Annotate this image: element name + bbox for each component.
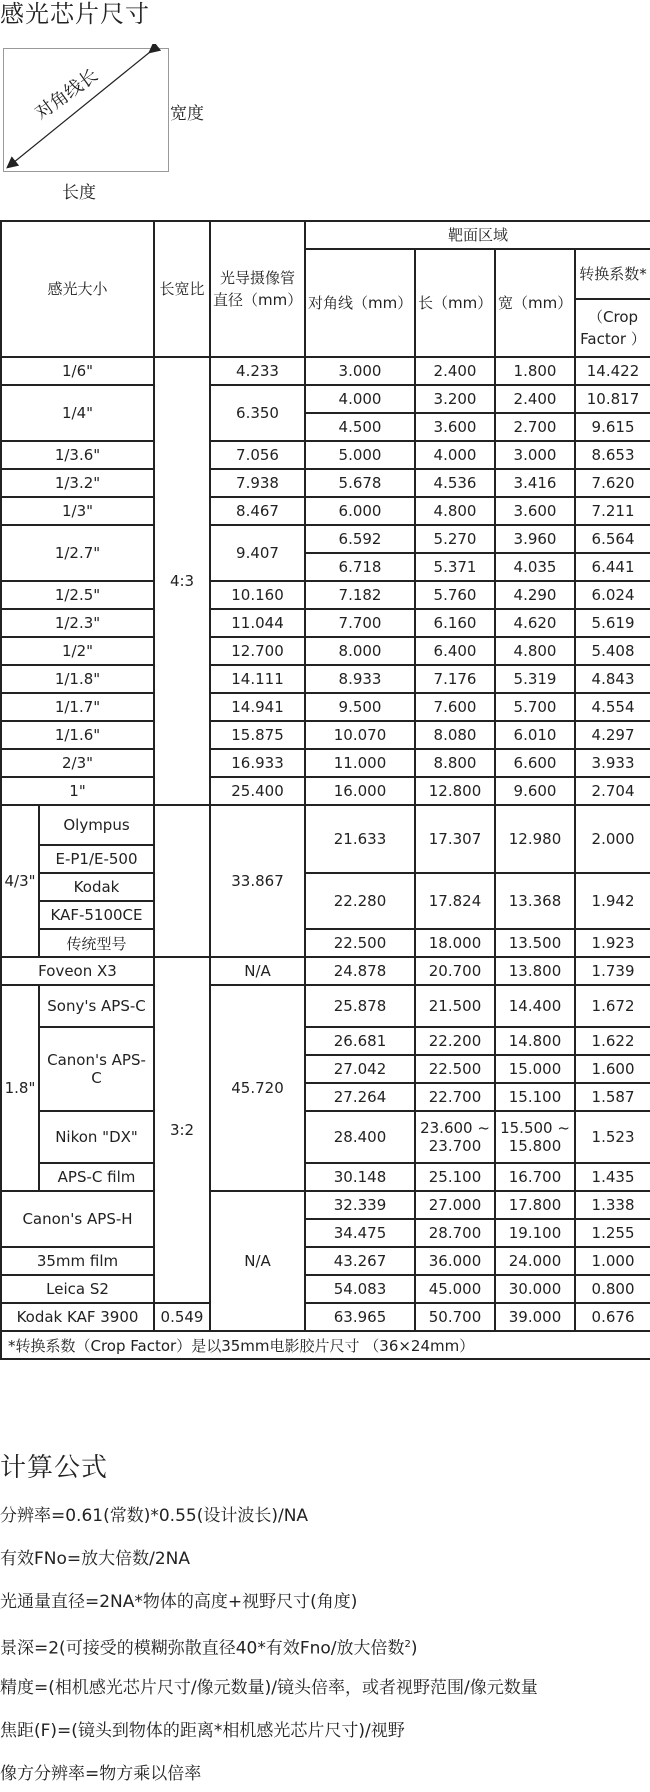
table-row: 1/1.7" 14.941 9.500 7.600 5.700 4.554 (1, 693, 650, 721)
formula-depth-of-field: 景深=2(可接受的模糊弥散直径40*有效Fno/放大倍数$^2$) (0, 1638, 418, 1659)
table-row: 1/3.6" 7.056 5.000 4.000 3.000 8.653 (1, 441, 650, 469)
sensor-size-table: 感光大小 长宽比 光导摄像管直径（mm） 靶面区域 对角线（mm） 长（mm） 宽（mm） 转换系数* （Crop Factor ） 1/6" 4:3 4.233 3.000 2.400 1.800 14.422 1/4" 6.350 4.000 3.200 2.400 10.817 4.500 3.600 2.700 9.615 1/3.6" 7.056 5.000 4.000 3.000 8.653 1/3.2" 7.938 5.678 4.536 3.416 7.620 1/3" 8.467 6.000 4.800 3.600 7.211 1/2.7" 9.407 6.592 5.270 3.960 6.564 6.718 5.371 4.035 6.441 1/2.5" 10.160 7.182 5.760 4.290 6.024 1/2.3" 11.044 7.700 6.160 4.620 5.619 1/2" 12.700 8.000 6.400 4.800 5.408 1/1.8" 14.111 8.933 7.176 5.319 4.843 1/1.7" 14.941 9.500 7.600 5.700 4.554 1/1.6" 15.875 10.070 8.080 6.010 4.297 2/3" 16.933 11.000 8.800 6.600 3.933 1" 25.400 16.000 12.800 9.600 2.704 4/3" Olympus 33.867 21.633 17.307 12.980 2.000 E-P1/E-500 Kodak 22.280 17.824 13.368 1.942 KAF-5100CE 传统型号 22.500 18.000 13.500 1.923 Foveon X3 3:2 N/A 24.878 20.700 13.800 1.739 1.8" Sony's APS-C 45.720 25.878 21.500 14.400 1.672 Canon's APS-C 26.681 22.200 14.800 1.622 27.042 22.500 15.000 1.600 27.264 22.700 15.100 1.587 Nikon "DX" 28.400 23.600 ~ 23.700 15.500 ~ 15.800 1.523 APS-C film 30.148 25.100 16.700 1.435 Canon's APS-H N/A 32.339 27.000 17.800 1.338 34.475 28.700 19.100 1.255 35mm film 43.267 36.000 24.000 1.000 Leica S2 54.083 45.000 30.000 0.800 Kodak KAF 3900 0.549 63.965 50.700 39.000 0.676 *转换系数（Crop Factor）是以35mm电影胶片尺寸 （36×24mm） (0, 220, 650, 1360)
formula-effective-fno: 有效FNo=放大倍数/2NA (0, 1549, 191, 1569)
formula-image-resolution: 像方分辨率=物方乘以倍率 (0, 1764, 202, 1784)
footnote: *转换系数（Crop Factor）是以35mm电影胶片尺寸 （36×24mm） (1, 1331, 650, 1359)
aps-label: 1.8" (1, 985, 39, 1191)
aspect-4-3: 4:3 (154, 357, 210, 805)
table-row: 1/1.8" 14.111 8.933 7.176 5.319 4.843 (1, 665, 650, 693)
aspect-3-2: 3:2 (154, 957, 210, 1303)
diagonal-arrow-icon (0, 44, 240, 204)
table-row: KAF-5100CE (1, 901, 650, 929)
table-row: Canon's APS-H N/A 32.339 27.000 17.800 1.338 (1, 1191, 650, 1219)
table-row: Kodak 22.280 17.824 13.368 1.942 (1, 873, 650, 901)
table-row: Kodak KAF 3900 0.549 63.965 50.700 39.000 0.676 (1, 1303, 650, 1331)
table-row: Foveon X3 3:2 N/A 24.878 20.700 13.800 1.739 (1, 957, 650, 985)
table-row: APS-C film 30.148 25.100 16.700 1.435 (1, 1163, 650, 1191)
table-row: 6.718 5.371 4.035 6.441 (1, 553, 650, 581)
table-row: 4.500 3.600 2.700 9.615 (1, 413, 650, 441)
header-width: 宽（mm） (495, 249, 575, 357)
table-row: 1/4" 6.350 4.000 3.200 2.400 10.817 (1, 385, 650, 413)
table-row: 27.042 22.500 15.000 1.600 (1, 1055, 650, 1083)
width-label: 宽度 (170, 104, 204, 124)
table-row: 1/6" 4:3 4.233 3.000 2.400 1.800 14.422 (1, 357, 650, 385)
table-row: 34.475 28.700 19.100 1.255 (1, 1219, 650, 1247)
table-row: 1/3" 8.467 6.000 4.800 3.600 7.211 (1, 497, 650, 525)
formula-precision: 精度=(相机感光芯片尺寸/像元数量)/镜头倍率，或者视野范围/像元数量 (0, 1678, 538, 1698)
table-row: 1/3.2" 7.938 5.678 4.536 3.416 7.620 (1, 469, 650, 497)
header-diagonal: 对角线（mm） (305, 249, 415, 357)
formula-resolution: 分辨率=0.61(常数)*0.55(设计波长)/NA (0, 1506, 309, 1526)
table-row: 1/2.3" 11.044 7.700 6.160 4.620 5.619 (1, 609, 650, 637)
table-row: Canon's APS-C 26.681 22.200 14.800 1.622 (1, 1027, 650, 1055)
header-crop-en: （Crop Factor ） (575, 299, 650, 357)
header-target-area: 靶面区域 (305, 221, 650, 249)
table-row: 27.264 22.700 15.100 1.587 (1, 1083, 650, 1111)
footnote-row (1, 1331, 650, 1359)
header-sensor-size: 感光大小 (1, 221, 154, 357)
table-row: 传统型号 22.500 18.000 13.500 1.923 (1, 929, 650, 957)
header-length: 长（mm） (415, 249, 495, 357)
header-tube: 光导摄像管直径（mm） (210, 221, 305, 357)
table-row: 1/2" 12.700 8.000 6.400 4.800 5.408 (1, 637, 650, 665)
table-row: 1" 25.400 16.000 12.800 9.600 2.704 (1, 777, 650, 805)
table-row: 1/2.5" 10.160 7.182 5.760 4.290 6.024 (1, 581, 650, 609)
header-crop: 转换系数* (575, 249, 650, 299)
table-row: 1/1.6" 15.875 10.070 8.080 6.010 4.297 (1, 721, 650, 749)
four-thirds-label: 4/3" (1, 805, 39, 957)
table-row: E-P1/E-500 (1, 845, 650, 873)
formula-section-title: 计算公式 (0, 1453, 109, 1483)
table-row: 1.8" Sony's APS-C 45.720 25.878 21.500 14.400 1.672 (1, 985, 650, 1027)
diagonal-label: 对角线长 (31, 64, 102, 125)
formula-focal-length: 焦距(F)=(镜头到物体的距离*相机感光芯片尺寸)/视野 (0, 1721, 405, 1741)
page-title: 感光芯片尺寸 (0, 0, 150, 28)
table-row: 35mm film 43.267 36.000 24.000 1.000 (1, 1247, 650, 1275)
table-row: 2/3" 16.933 11.000 8.800 6.600 3.933 (1, 749, 650, 777)
table-row: 4/3" Olympus 33.867 21.633 17.307 12.980 2.000 (1, 805, 650, 845)
header-aspect: 长宽比 (154, 221, 210, 357)
sensor-diagram (0, 44, 240, 204)
formula-light-diameter: 光通量直径=2NA*物体的高度+视野尺寸(角度) (0, 1592, 358, 1612)
length-label: 长度 (62, 183, 96, 203)
table-row: Leica S2 54.083 45.000 30.000 0.800 (1, 1275, 650, 1303)
table-row: 1/2.7" 9.407 6.592 5.270 3.960 6.564 (1, 525, 650, 553)
